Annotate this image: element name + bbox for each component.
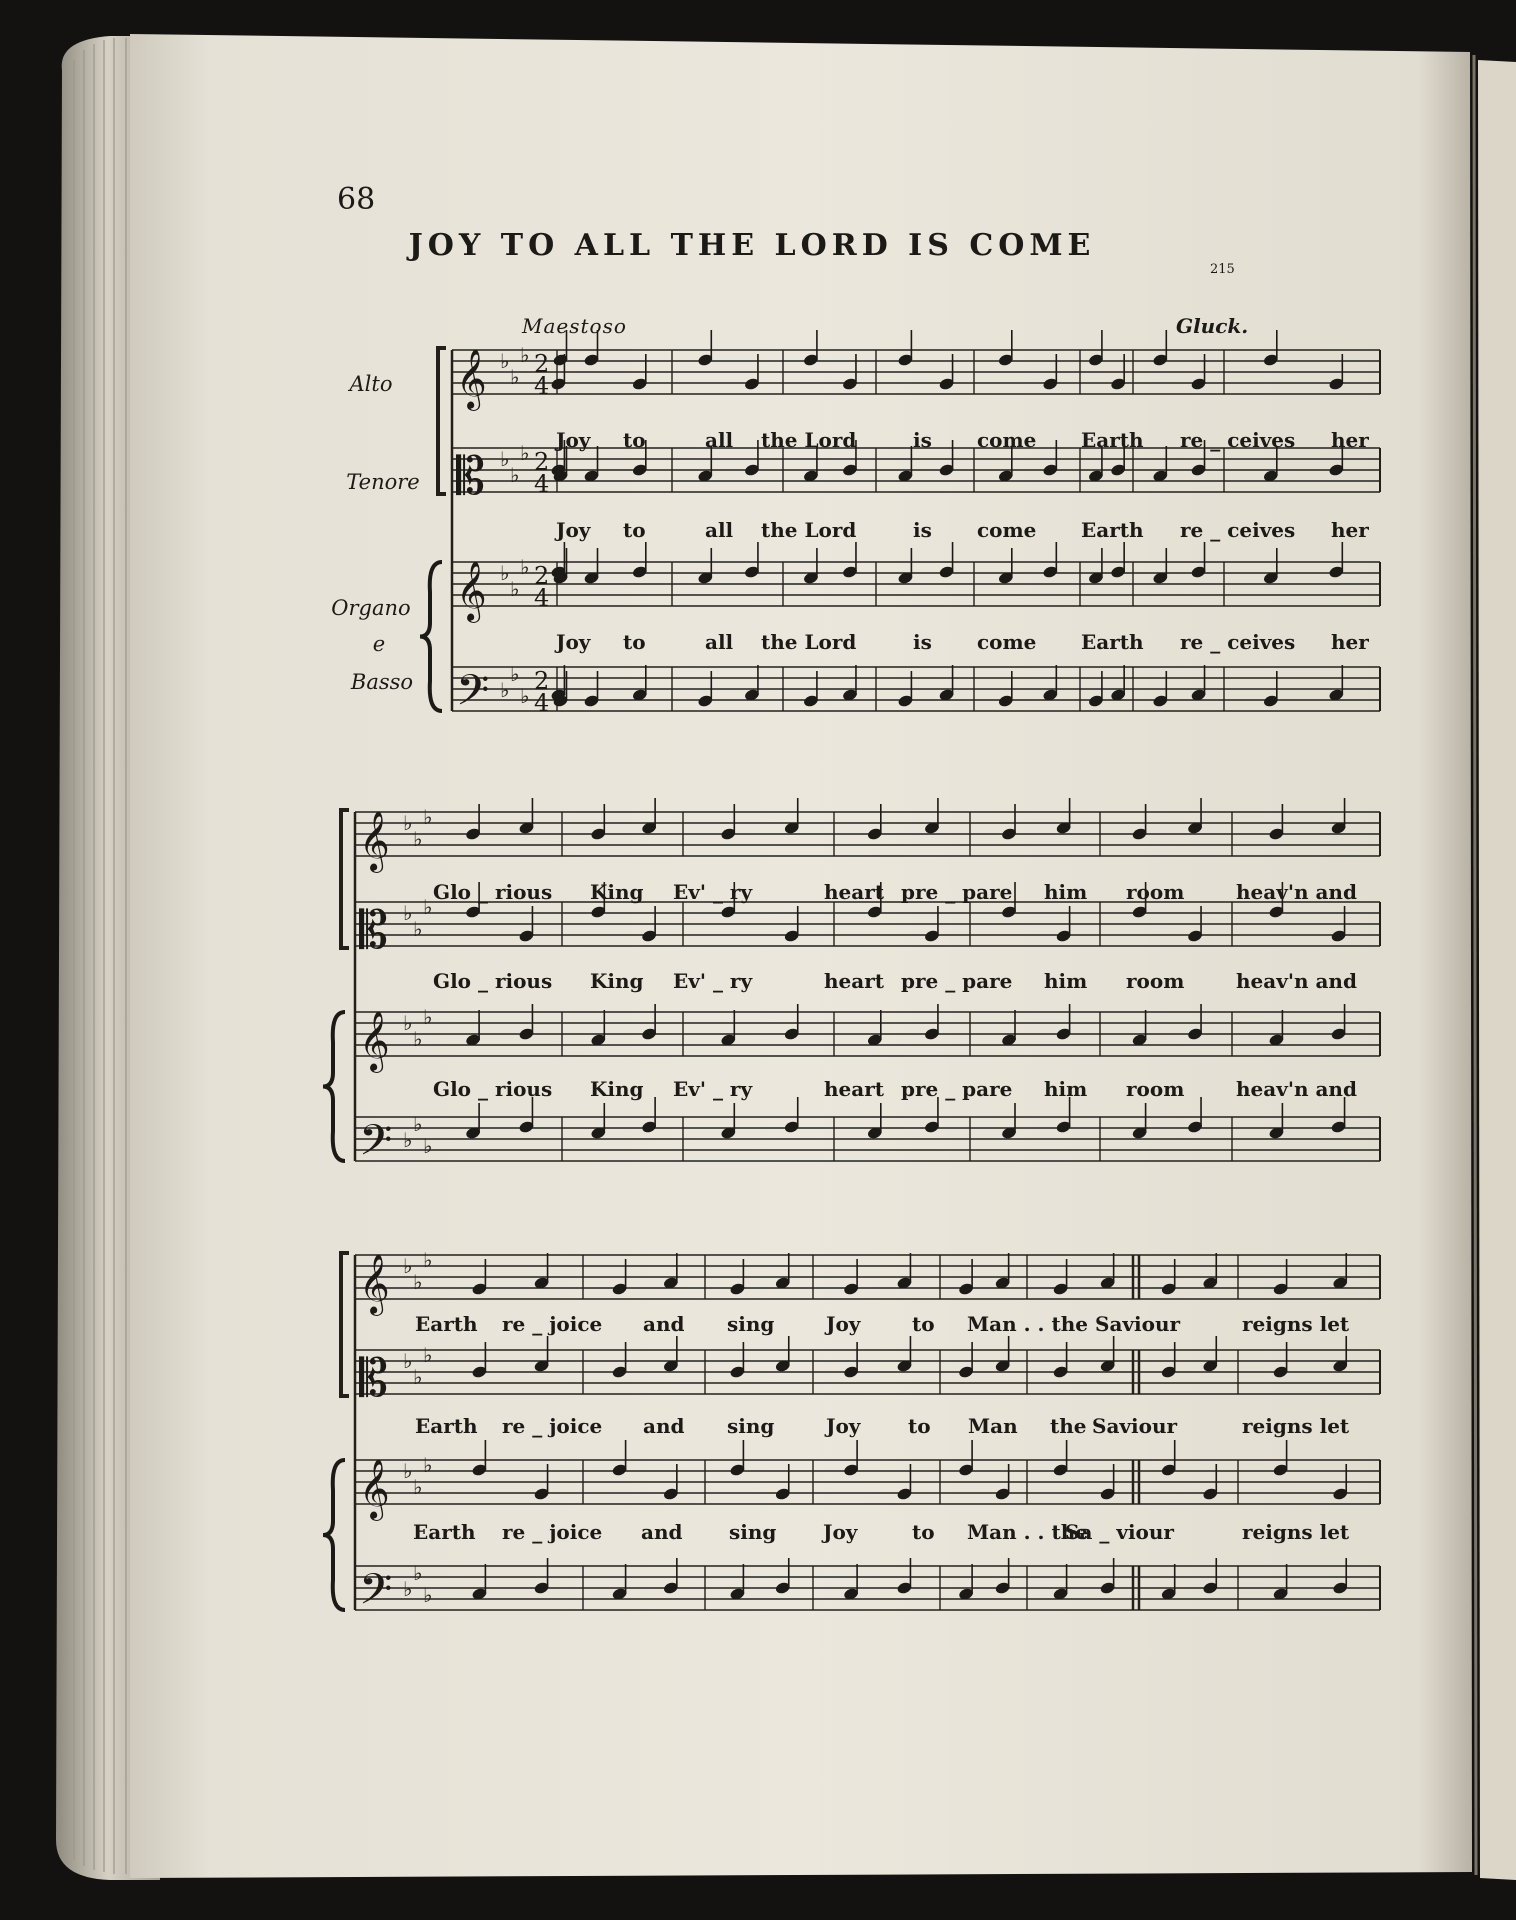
lyric-syllable: heart — [824, 969, 884, 993]
key-flat: ♭ — [403, 811, 413, 835]
lyric-syllable: the Lord — [761, 630, 857, 654]
lyric-syllable: reigns let — [1242, 1414, 1350, 1438]
clef: 𝄡 — [456, 447, 486, 507]
lyric-syllable: Earth — [415, 1414, 478, 1438]
lyric-syllable: sing — [729, 1520, 777, 1544]
key-flat: ♭ — [423, 805, 433, 829]
lyric-syllable: reigns let — [1242, 1520, 1350, 1544]
lyric-syllable: reigns let — [1242, 1312, 1350, 1336]
lyric-syllable: Joy — [556, 630, 591, 654]
clef: 𝄢 — [359, 1116, 393, 1176]
clef: 𝄞 — [359, 811, 390, 871]
key-flat: ♭ — [413, 917, 423, 941]
key-flat: ♭ — [413, 1112, 423, 1136]
key-flat: ♭ — [510, 463, 520, 487]
key-flat: ♭ — [510, 365, 520, 389]
lyric-syllable: re _ ceives — [1180, 428, 1296, 452]
voice-label-alto: Alto — [349, 372, 393, 396]
key-flat: ♭ — [413, 1270, 423, 1294]
lyric-syllable: Saviour — [1092, 1414, 1178, 1438]
lyric-syllable: heav'n and — [1236, 969, 1357, 993]
lyric-syllable: Earth — [413, 1520, 476, 1544]
lyric-syllable: him — [1044, 880, 1088, 904]
clef: 𝄞 — [359, 1254, 390, 1314]
lyric-syllable: to — [912, 1520, 935, 1544]
lyric-syllable: her — [1331, 630, 1369, 654]
lyric-syllable: Joy — [556, 428, 591, 452]
lyric-syllable: to — [623, 428, 646, 452]
lyric-syllable: Man . . the — [967, 1520, 1088, 1544]
lyric-syllable: the — [1050, 1414, 1087, 1438]
key-flat: ♭ — [413, 1561, 423, 1585]
lyric-syllable: King — [590, 969, 644, 993]
lyric-syllable: King — [590, 880, 644, 904]
voice-label-e: e — [372, 632, 386, 656]
clef: 𝄢 — [456, 666, 490, 726]
lyric-syllable: Saviour — [1095, 1312, 1181, 1336]
lyric-syllable: re _ ceives — [1180, 630, 1296, 654]
margin-mark: 215 — [1210, 262, 1235, 277]
voice-label-organo: Organo — [331, 596, 411, 620]
lyric-syllable: to — [912, 1312, 935, 1336]
paper-page — [130, 34, 1472, 1878]
page-number: 68 — [337, 182, 376, 217]
lyric-syllable: the Lord — [761, 428, 857, 452]
tempo-marking: Maestoso — [522, 314, 627, 338]
lyric-syllable: him — [1044, 969, 1088, 993]
composer-name: Gluck. — [1176, 314, 1249, 338]
key-flat: ♭ — [510, 662, 520, 686]
lyric-syllable: Joy — [826, 1414, 861, 1438]
key-flat: ♭ — [520, 441, 530, 465]
lyric-syllable: Man . . the — [967, 1312, 1088, 1336]
lyric-syllable: sing — [727, 1312, 775, 1336]
key-flat: ♭ — [403, 1254, 413, 1278]
lyric-syllable: her — [1331, 518, 1369, 542]
key-flat: ♭ — [403, 1349, 413, 1373]
lyric-syllable: is — [913, 518, 932, 542]
lyric-syllable: Joy — [826, 1312, 861, 1336]
lyric-syllable: re _ ceives — [1180, 518, 1296, 542]
lyric-syllable: Sa _ viour — [1065, 1520, 1174, 1544]
clef: 𝄞 — [456, 561, 487, 621]
gutter — [1474, 55, 1476, 1875]
lyric-syllable: and — [643, 1312, 685, 1336]
key-flat: ♭ — [423, 1453, 433, 1477]
lyric-syllable: Glo _ rious — [433, 1077, 553, 1101]
lyric-syllable: Earth — [415, 1312, 478, 1336]
lyric-syllable: is — [913, 630, 932, 654]
key-flat: ♭ — [423, 1343, 433, 1367]
key-flat: ♭ — [520, 343, 530, 367]
key-flat: ♭ — [403, 1128, 413, 1152]
key-flat: ♭ — [520, 555, 530, 579]
lyric-syllable: room — [1126, 1077, 1185, 1101]
lyric-syllable: Earth — [1081, 518, 1144, 542]
time-sig: 4 — [534, 584, 550, 612]
lyric-syllable: all — [705, 518, 734, 542]
voice-label-tenore: Tenore — [346, 470, 420, 494]
lyric-syllable: the Lord — [761, 518, 857, 542]
key-flat: ♭ — [403, 901, 413, 925]
lyric-syllable: Earth — [1081, 630, 1144, 654]
lyric-syllable: pre _ pare — [901, 1077, 1013, 1101]
lyric-syllable: all — [705, 630, 734, 654]
key-flat: ♭ — [413, 827, 423, 851]
lyric-syllable: come — [977, 428, 1037, 452]
lyric-syllable: room — [1126, 880, 1185, 904]
lyric-syllable: room — [1126, 969, 1185, 993]
time-sig: 4 — [534, 689, 550, 717]
lyric-syllable: her — [1331, 428, 1369, 452]
key-flat: ♭ — [423, 1134, 433, 1158]
time-sig: 2 — [534, 448, 550, 476]
key-flat: ♭ — [500, 678, 510, 702]
key-flat: ♭ — [403, 1011, 413, 1035]
key-flat: ♭ — [423, 1005, 433, 1029]
lyric-syllable: to — [623, 518, 646, 542]
lyric-syllable: to — [623, 630, 646, 654]
lyric-syllable: Man — [968, 1414, 1018, 1438]
lyric-syllable: Ev' _ ry — [673, 1077, 753, 1101]
key-flat: ♭ — [403, 1459, 413, 1483]
lyric-syllable: Joy — [823, 1520, 858, 1544]
lyric-syllable: Ev' _ ry — [673, 880, 753, 904]
lyric-syllable: re _ joice — [502, 1520, 603, 1544]
lyric-syllable: Glo _ rious — [433, 880, 553, 904]
lyric-syllable: and — [643, 1414, 685, 1438]
lyric-syllable: him — [1044, 1077, 1088, 1101]
key-flat: ♭ — [500, 561, 510, 585]
lyric-syllable: heart — [824, 880, 884, 904]
clef: 𝄡 — [359, 1349, 389, 1409]
time-sig: 2 — [534, 562, 550, 590]
key-flat: ♭ — [500, 349, 510, 373]
lyric-syllable: sing — [727, 1414, 775, 1438]
time-sig: 4 — [534, 470, 550, 498]
time-sig: 4 — [534, 372, 550, 400]
key-flat: ♭ — [413, 1475, 423, 1499]
lyric-syllable: come — [977, 630, 1037, 654]
lyric-syllable: to — [908, 1414, 931, 1438]
next-page-edge — [1478, 60, 1516, 1880]
lyric-syllable: is — [913, 428, 932, 452]
clef: 𝄞 — [359, 1459, 390, 1519]
lyric-syllable: Glo _ rious — [433, 969, 553, 993]
lyric-syllable: heav'n and — [1236, 1077, 1357, 1101]
key-flat: ♭ — [413, 1365, 423, 1389]
lyric-syllable: come — [977, 518, 1037, 542]
page-title: JOY TO ALL THE LORD IS COME — [408, 228, 1096, 263]
lyric-syllable: heart — [824, 1077, 884, 1101]
key-flat: ♭ — [423, 1583, 433, 1607]
key-flat: ♭ — [520, 684, 530, 708]
lyric-syllable: pre _ pare — [901, 969, 1013, 993]
clef: 𝄡 — [359, 901, 389, 961]
lyric-syllable: Earth — [1081, 428, 1144, 452]
clef: 𝄞 — [359, 1011, 390, 1071]
lyric-syllable: Ev' _ ry — [673, 969, 753, 993]
time-sig: 2 — [534, 350, 550, 378]
lyric-syllable: re _ joice — [502, 1414, 603, 1438]
clef: 𝄢 — [359, 1565, 393, 1625]
key-flat: ♭ — [403, 1577, 413, 1601]
key-flat: ♭ — [500, 447, 510, 471]
key-flat: ♭ — [423, 895, 433, 919]
clef: 𝄞 — [456, 349, 487, 409]
key-flat: ♭ — [413, 1027, 423, 1051]
lyric-syllable: pre _ pare — [901, 880, 1013, 904]
lyric-syllable: all — [705, 428, 734, 452]
lyric-syllable: and — [641, 1520, 683, 1544]
key-flat: ♭ — [510, 577, 520, 601]
time-sig: 2 — [534, 667, 550, 695]
voice-label-basso: Basso — [350, 670, 414, 694]
lyric-syllable: re _ joice — [502, 1312, 603, 1336]
key-flat: ♭ — [423, 1248, 433, 1272]
lyric-syllable: Joy — [556, 518, 591, 542]
lyric-syllable: heav'n and — [1236, 880, 1357, 904]
lyric-syllable: King — [590, 1077, 644, 1101]
